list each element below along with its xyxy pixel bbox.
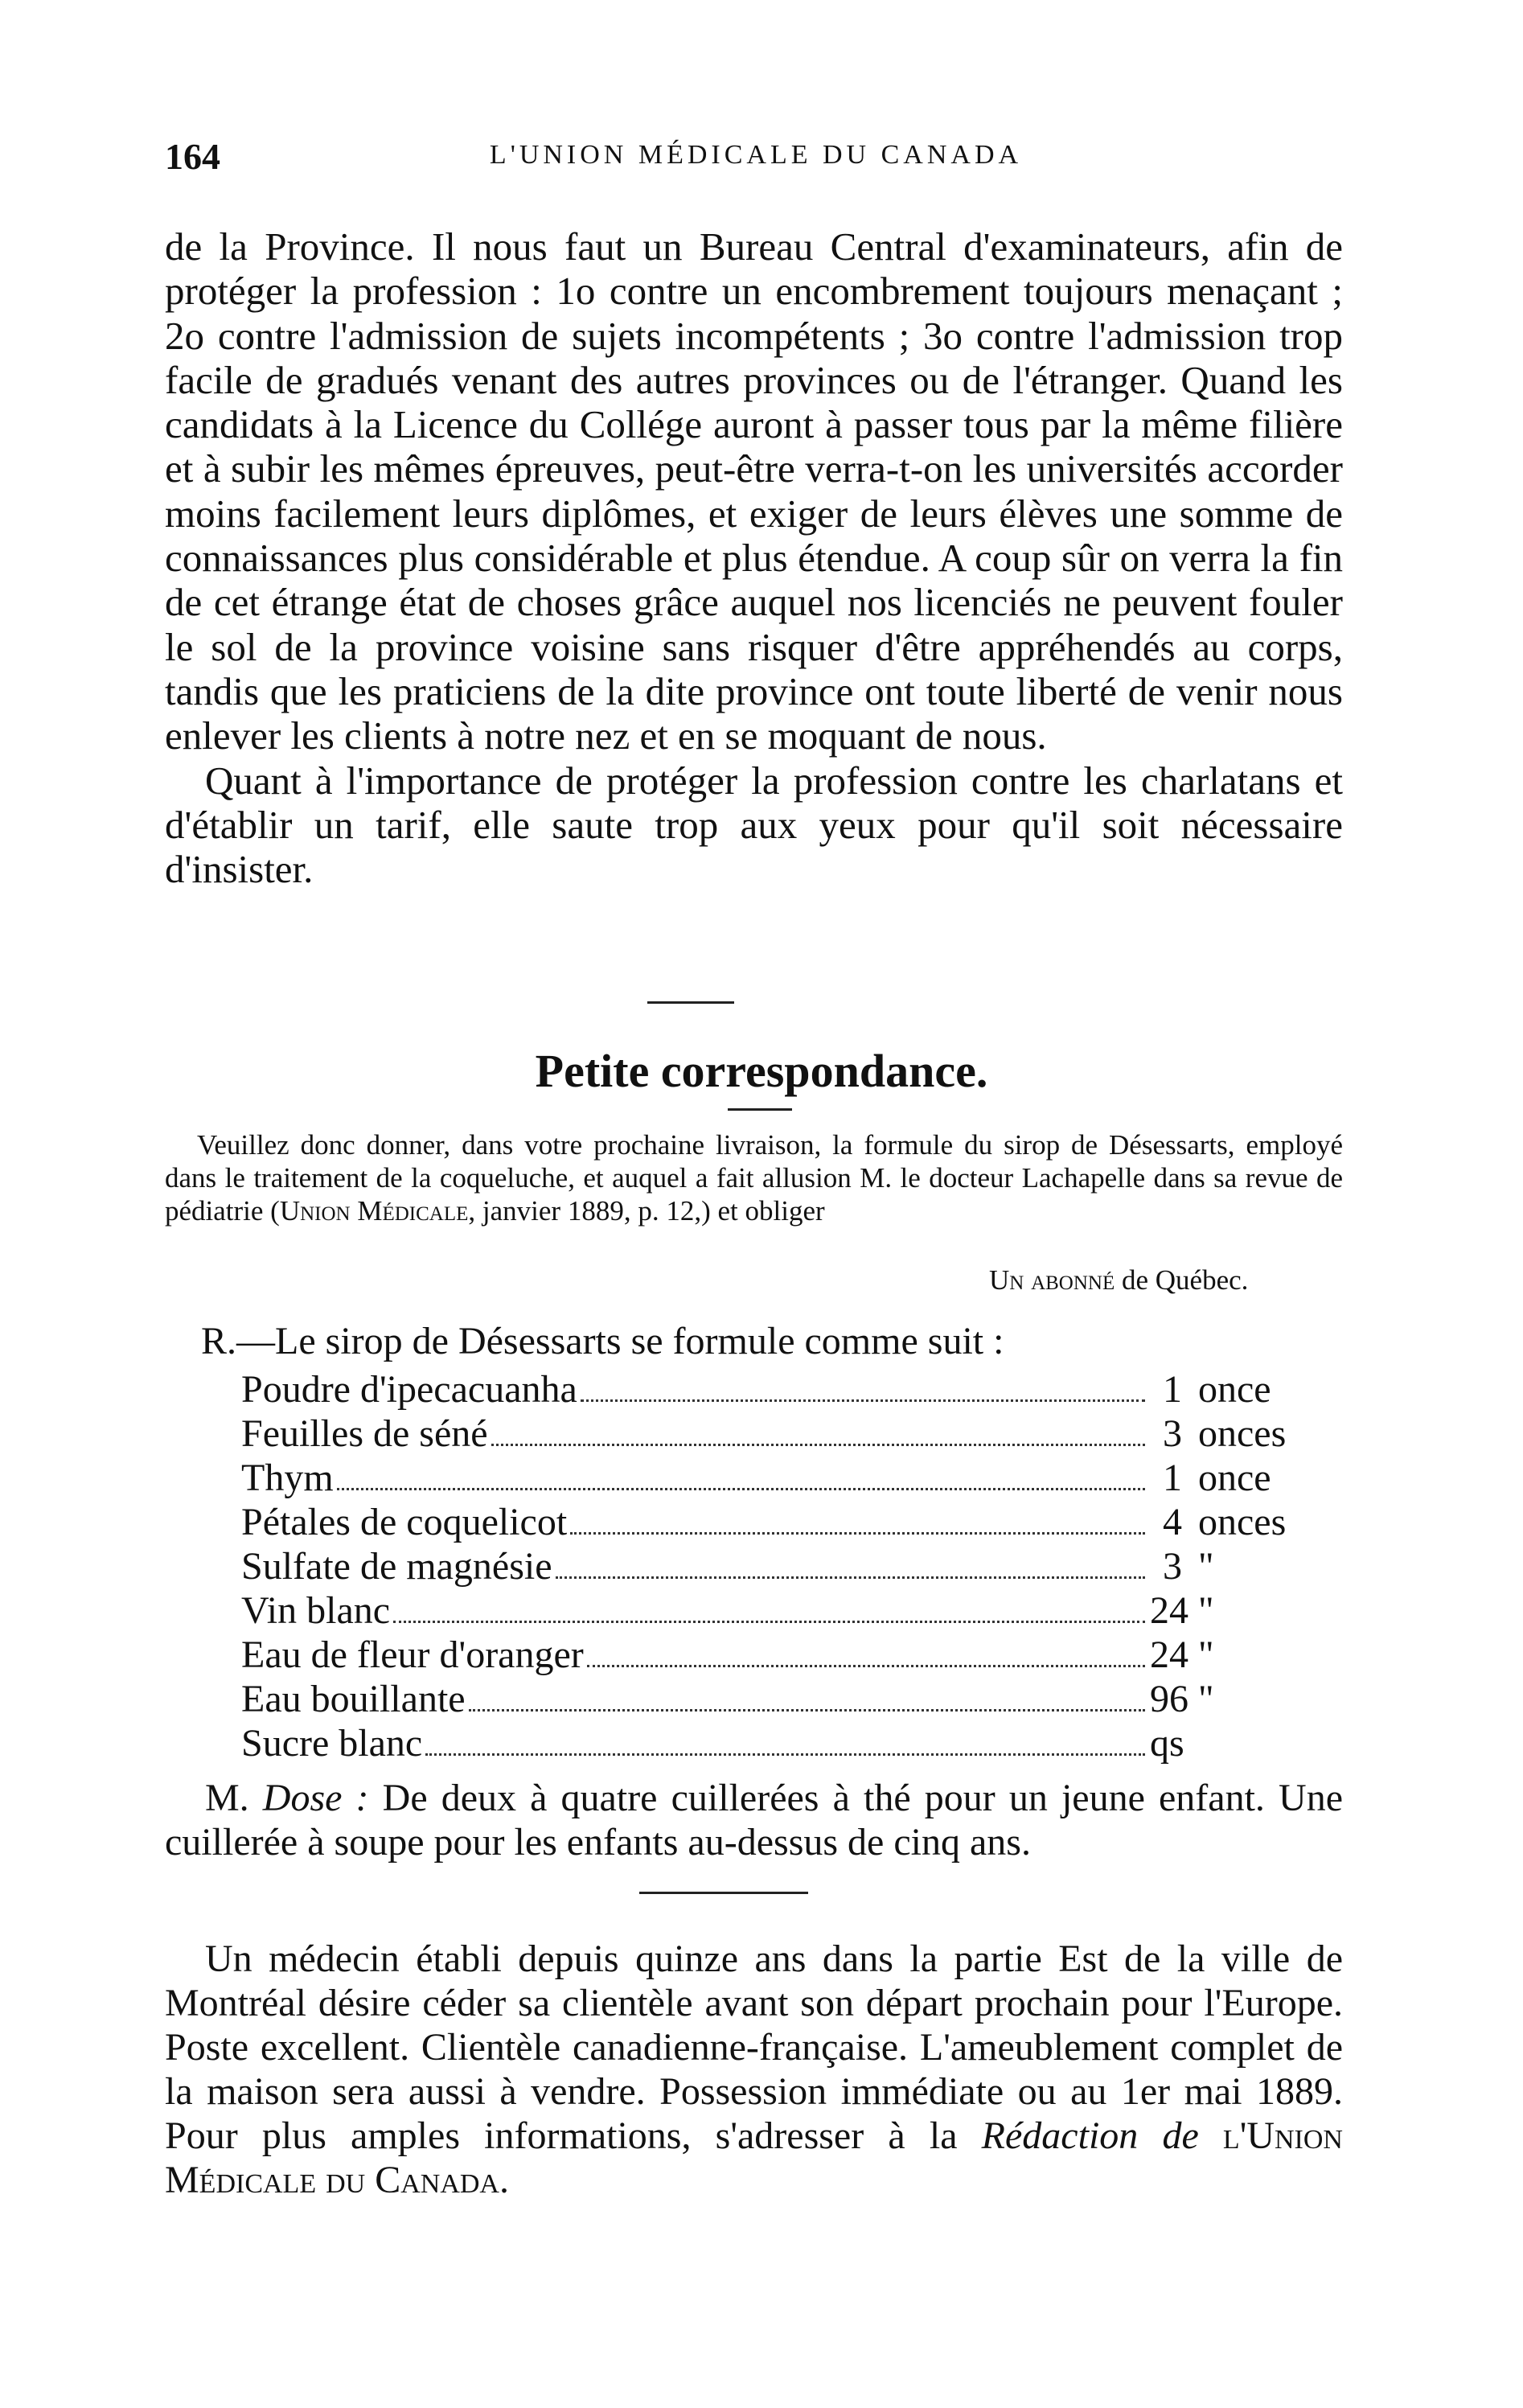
ingredient-name: Eau bouillante (241, 1678, 466, 1720)
letter-signature (989, 1264, 1248, 1296)
ingredient-quantity: 1 (1163, 1368, 1182, 1411)
ad-end: . (499, 2159, 509, 2201)
article-paragraph-1: de la Province. Il nous faut un Bureau Central d'examinateurs, afin de protéger la profession : 1o contre un encombrement toujours menaçant ; 2o contre l'admission de sujets incompétents ; 3o contre l'admission trop facile de gradués venant des autres provinces ou de l'étranger. Quand les candidats à la Licence du Collége auront à passer tous par la même filière et à subir les mêmes épreuves, peut-être verra-t-on les universités accorder moins facilement leurs diplômes, et exiger de leurs élèves une somme de connaissances plus considérable et plus étendue. A coup sûr on verra la fin de cet étrange état de choses grâce auquel nos licenciés ne peuvent fouler le sol de la province voisine sans risquer d'être appréhendés au corps, tandis que les praticiens de la dite province ont toute liberté de venir nous enlever les clients à notre nez et en se moquant de nous. (165, 224, 1343, 758)
ingredient-name: Feuilles de séné (241, 1412, 488, 1455)
article-continuation (165, 224, 1343, 891)
ad-text: Un médecin établi depuis quinze ans dans la partie Est de la ville de Montréal désire céder sa clientèle avant son départ prochain pour l'Europe. Poste excellent. Clientèle canadienne-française. L'ameublement complet de la maison sera aussi à vendre. Possession immédiate ou au 1er mai 1889. Pour plus amples informations, s'adresser à la (165, 1937, 1343, 2157)
ingredient-unit: " (1198, 1678, 1214, 1720)
ingredient-unit: once (1198, 1457, 1271, 1499)
ingredient-quantity: 3 (1163, 1412, 1182, 1455)
signature-rest: de Québec. (1115, 1264, 1249, 1296)
letter-journal-name: Union Médicale (279, 1195, 469, 1227)
ingredient-name: Sucre blanc (241, 1722, 423, 1765)
letter-text-1: Veuillez donc donner, dans votre prochaine livraison, la formule du sirop de Désessarts, employé dans le traitement de la coqueluche, et auquel a fait allusion M. le docteur Lachapelle dans sa revue de pédiatrie ( (165, 1129, 1343, 1227)
ingredient-name: Thym (241, 1457, 334, 1499)
ad-journal-name: l'Union Médicale du Canada (165, 2114, 1343, 2201)
leader-dots (570, 1531, 1145, 1535)
ad-divider (639, 1892, 808, 1894)
title-underline (728, 1108, 792, 1111)
dose-text: De deux à quatre cuillerées à thé pour un jeune enfant. Une cuillerée à soupe pour les enfants au-dessus de cinq ans. (165, 1777, 1344, 1864)
recipe-row (241, 1588, 1335, 1633)
recipe-list (241, 1367, 1335, 1765)
page-header (165, 135, 1347, 183)
ad-redaction: Rédaction de (981, 2114, 1199, 2157)
reply-intro: R.—Le sirop de Désessarts se formule comme suit : (201, 1320, 1004, 1362)
ingredient-unit: onces (1198, 1501, 1287, 1543)
leader-dots (425, 1753, 1145, 1756)
ingredient-name: Poudre d'ipecacuanha (241, 1368, 577, 1411)
ingredient-quantity: 24 (1150, 1589, 1188, 1632)
signature-small-caps: Un abonné (989, 1264, 1115, 1296)
recipe-row (241, 1721, 1335, 1765)
section-divider (647, 1001, 734, 1004)
ingredient-quantity: 96 (1150, 1678, 1188, 1720)
article-paragraph-2: Quant à l'importance de protéger la profession contre les charlatans et d'établir un tarif, elle saute trop aux yeux pour qu'il soit nécessaire d'insister. (165, 758, 1343, 892)
leader-dots (587, 1664, 1145, 1667)
dose-paragraph (165, 1776, 1343, 1864)
leader-dots (491, 1443, 1145, 1446)
ingredient-name: Sulfate de magnésie (241, 1545, 552, 1588)
recipe-row (241, 1677, 1335, 1721)
ingredient-unit: onces (1198, 1412, 1287, 1455)
dose-prefix: M. (205, 1777, 263, 1819)
leader-dots (556, 1576, 1145, 1579)
letter-text-2: , janvier 1889, p. 12,) et obliger (468, 1195, 825, 1227)
ingredient-unit: " (1198, 1545, 1214, 1588)
recipe-row (241, 1544, 1335, 1588)
recipe-row (241, 1456, 1335, 1500)
reader-letter (165, 1128, 1343, 1227)
ingredient-quantity: 4 (1163, 1501, 1182, 1543)
advertisement (165, 1937, 1343, 2202)
ingredient-quantity: qs (1150, 1722, 1184, 1765)
ingredient-quantity: 1 (1163, 1457, 1182, 1499)
ingredient-name: Vin blanc (241, 1589, 391, 1632)
section-title: Petite correspondance. (535, 1045, 988, 1097)
recipe-row (241, 1367, 1335, 1412)
leader-dots (581, 1399, 1145, 1402)
ingredient-unit: " (1198, 1589, 1214, 1632)
leader-dots (337, 1487, 1145, 1490)
dose-label: Dose : (262, 1777, 369, 1819)
recipe-row (241, 1500, 1335, 1544)
ingredient-unit: " (1198, 1633, 1214, 1676)
page-number: 164 (165, 136, 220, 177)
leader-dots (393, 1620, 1145, 1623)
ingredient-quantity: 24 (1150, 1633, 1188, 1676)
ingredient-name: Pétales de coquelicot (241, 1501, 568, 1543)
ingredient-quantity: 3 (1163, 1545, 1182, 1588)
leader-dots (469, 1708, 1145, 1711)
running-head: L'UNION MÉDICALE DU CANADA (489, 140, 1023, 170)
recipe-row (241, 1633, 1335, 1677)
recipe-row (241, 1412, 1335, 1456)
ingredient-name: Eau de fleur d'oranger (241, 1633, 584, 1676)
ingredient-unit: once (1198, 1368, 1271, 1411)
